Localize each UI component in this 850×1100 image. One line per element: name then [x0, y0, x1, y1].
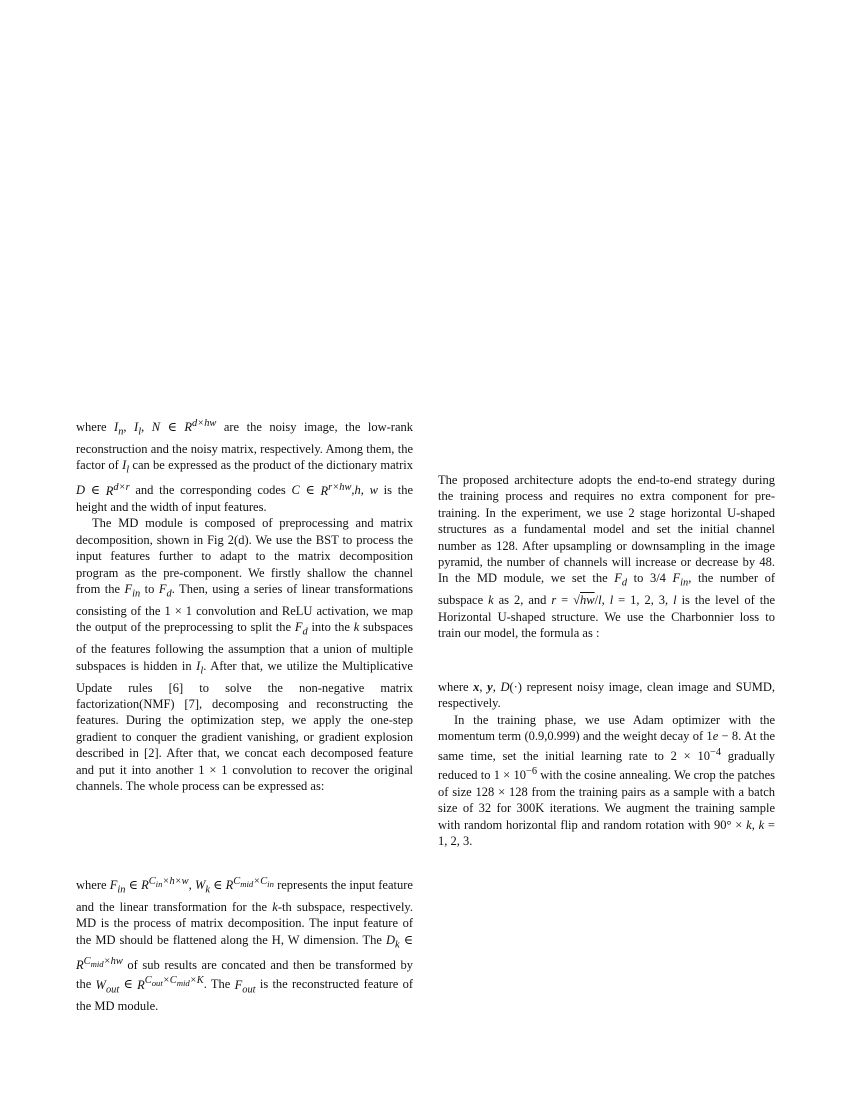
- left-para-1: where $I_n$, $I_l$, N ∈ $R^{d\times hw}$ are the noisy image, the low-rank reconstruction and the noisy matrix, respectively. Among them, the factor of $I_l$ can be expressed as the product of the dictionary matrix D ∈ $R^{d\times r}$ and the corresponding codes C ∈ $R^{r\times hw},h$, w is the height and the width of input features.: [76, 418, 413, 514]
- left-para-2: The MD module is composed of preprocessing and matrix decomposition, shown in Fig 2(d). We use the BST to process the input features further to adapt to the matrix decomposition program as the pre-component. We firstly shallow the channel from the $F_{in}$ to $F_d$. Then, using a series of linear transformations consisting of the 1 × 1 convolution and ReLU activation, we map the output of the preprocessing to split the $F_d$ into the k subspaces of the features following the assumption that a union of multiple subspaces is hidden in $I_l$. After that, we utilize the Multiplicative Update rules [6] to solve the non-negative matrix factorization(NMF) [7], decomposing and reconstructing the features. During the optimization step, we apply the one-step gradient to conquer the gradient vanishing, or gradient explosion described in [2]. After that, we concat each decomposed feature and put it into another 1 × 1 convolution to recover the original channels. The whole process can be expressed as:: [76, 516, 413, 793]
- left-column-lower: [76, 874, 413, 1015]
- right-column-mid: [438, 679, 775, 849]
- left-para-3: where $F_{in}$ ∈ $R^{C_{in}\times h\times w}$, $W_k$ ∈ $R^{C_{mid}\times C_{in}}$ represents the input feature and the linear transformation for the k-th subspace, respectively. MD is the process of matrix decomposition. The input feature of the MD should be flattened along the H, W dimension. The $D_k$ ∈ $R^{C_{mid}\times hw}$ of sub results are concated and then be transformed by the $W_{out}$ ∈ $R^{C_{out}\times C_{mid}\times K}$. The $F_{out}$ is the reconstructed feature of the MD module.: [76, 876, 413, 1014]
- left-column: [76, 416, 413, 794]
- right-column: [438, 472, 775, 642]
- right-para-1: The proposed architecture adopts the end-to-end strategy during the training process and requires no extra component for pre-training. In the experiment, we use 2 stage horizontal U-shaped structures as a fundamental model and set the initial channel number as 128. After upsampling or downsampling in the image pyramid, the number of channels will increase or decrease by 48. In the MD module, we set the $F_d$ to 3/4 $F_{in}$, the number of subspace k as 2, and r = √hw/l, l = 1, 2, 3, l is the level of the Horizontal U-shaped structure. We use the Charbonnier loss to train our model, the formula as :: [438, 473, 775, 641]
- right-para-2: where x, y, D(·) represent noisy image, clean image and SUMD, respectively.: [438, 680, 775, 711]
- right-para-3: In the training phase, we use Adam optimizer with the momentum term (0.9,0.999) and the weight decay of 1e − 8. At the same time, set the initial learning rate to $2 \times 10^{-4}$ gradually reduced to $1 \times 10^{-6}$ with the cosine annealing. We crop the patches of size 128 × 128 from the training pairs as a sample with a batch size of 32 for 300K iterations. We augment the training sample with random horizontal flip and random rotation with 90° × k, k = 1, 2, 3.: [438, 712, 775, 848]
